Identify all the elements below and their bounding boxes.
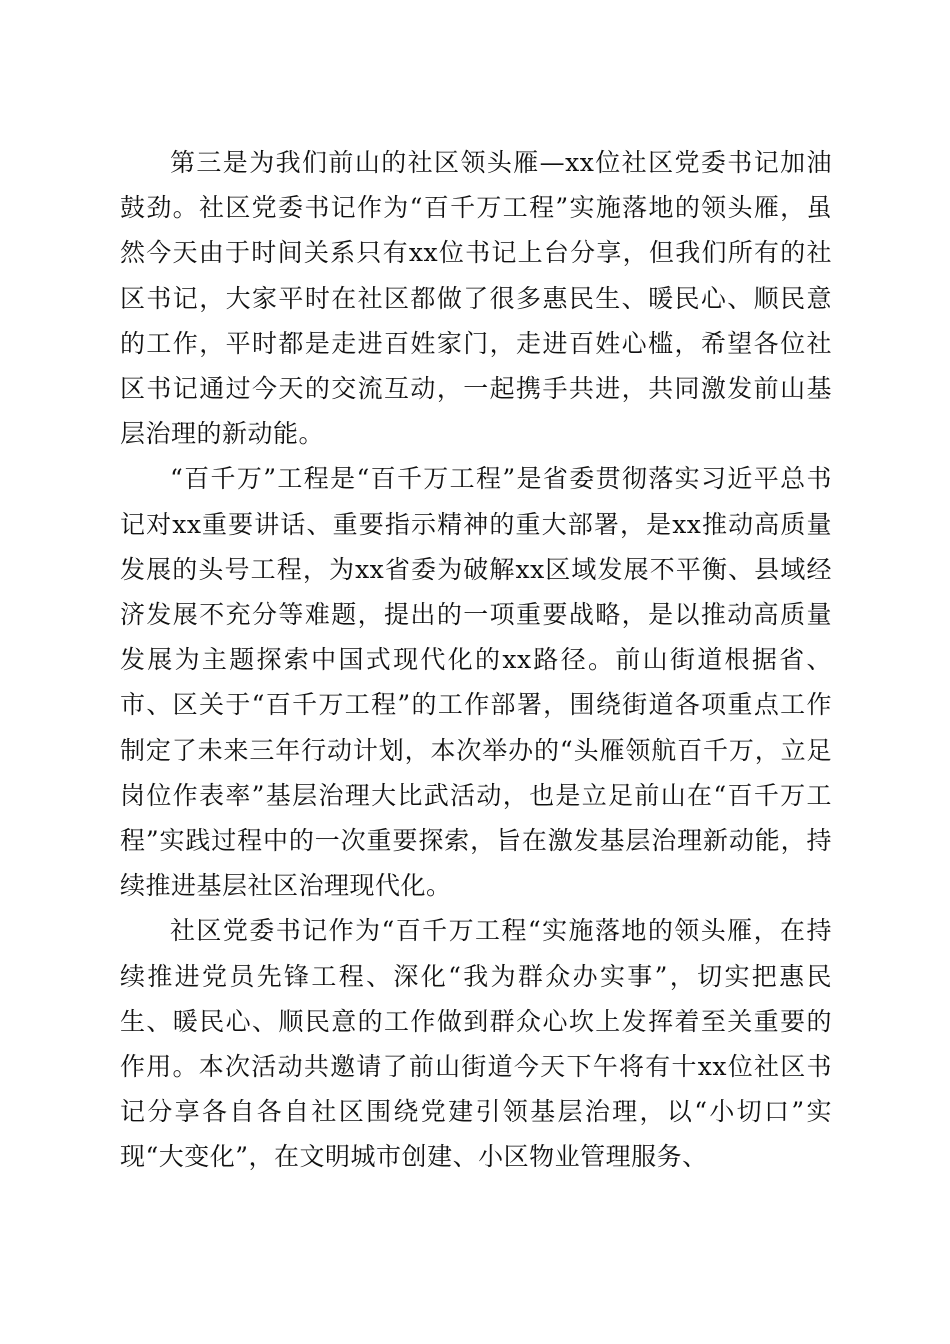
paragraph-1: 第三是为我们前山的社区领头雁—xx位社区党委书记加油鼓劲。社区党委书记作为“百千万工程”实施落地的领头雁，虽然今天由于时间关系只有xx位书记上台分享，但我们所有的社区书记，大家平时在社区都做了很多惠民生、暖民心、顺民意的工作，平时都是走进百姓家门，走进百姓心槛，希望各位社区书记通过今天的交流互动，一起携手共进，共同激发前山基层治理的新动能。: [120, 148, 832, 449]
paragraph-2: “百千万”工程是“百千万工程”是省委贯彻落实习近平总书记对xx重要讲话、重要指示精神的重大部署，是xx推动高质量发展的头号工程，为xx省委为破解xx区域发展不平衡、县域经济发展不充分等难题，提出的一项重要战略，是以推动高质量发展为主题探索中国式现代化的xx路径。前山街道根据省、市、区关于“百千万工程”的工作部署，围绕街道各项重点工作制定了未来三年行动计划，本次举办的“头雁领航百千万，立足岗位作表率”基层治理大比武活动，也是立足前山在“百千万工程”实践过程中的一次重要探索，旨在激发基层治理新动能，持续推进基层社区治理现代化。: [120, 464, 832, 901]
document-body: [120, 140, 832, 1180]
paragraph-3: 社区党委书记作为“百千万工程“实施落地的领头雁，在持续推进党员先锋工程、深化“我为群众办实事”，切实把惠民生、暖民心、顺民意的工作做到群众心坎上发挥着至关重要的作用。本次活动共邀请了前山街道今天下午将有十xx位社区书记分享各自各自社区围绕党建引领基层治理，以“小切口”实现“大变化”，在文明城市创建、小区物业管理服务、: [120, 916, 832, 1172]
